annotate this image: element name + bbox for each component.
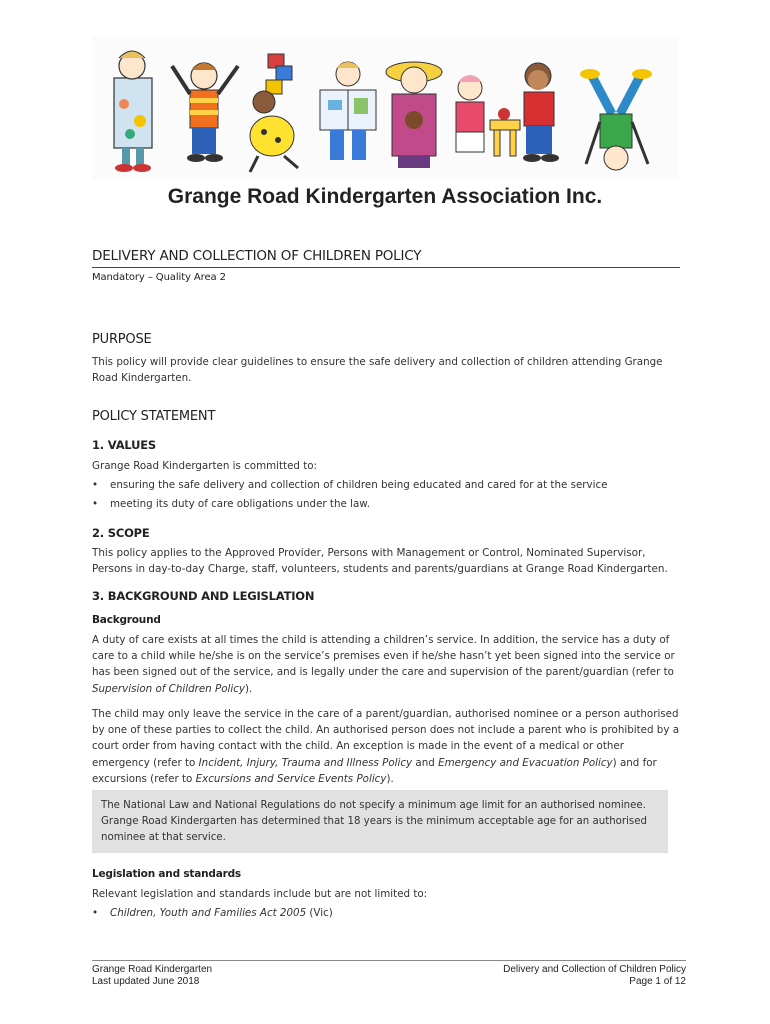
child-hat-figure xyxy=(386,62,442,168)
values-bullet-text: ensuring the safe delivery and collection of children being educated and cared for at the service xyxy=(110,479,608,491)
background-p2-mid: ) and for excursions (refer to xyxy=(92,756,657,785)
child-blocks-figure xyxy=(250,54,298,172)
policy-statement-heading: POLICY STATEMENT xyxy=(92,409,216,424)
act-title: Children, Youth and Families Act 2005 xyxy=(110,907,307,919)
scope-text: This policy applies to the Approved Provider, Persons with Management or Control, Nominated Supervisor, Persons in day-to-day Charge, staff, volunteers, students and parents/guardians at Grange Road Kindergarten. xyxy=(92,547,668,576)
child-arms-up-figure xyxy=(172,63,238,162)
purpose-heading: PURPOSE xyxy=(92,332,152,347)
note-line-1: The National Law and National Regulations do not specify a minimum age limit for an authorised nominee. xyxy=(101,800,646,811)
background-p2-and: and xyxy=(415,756,435,769)
footer-last-updated: Last updated June 2018 xyxy=(92,976,200,987)
background-paragraph-2 xyxy=(92,706,682,787)
supervision-policy-reference: Supervision of Children Policy xyxy=(92,682,245,695)
values-heading: 1. VALUES xyxy=(92,438,156,452)
background-p2-end: ). xyxy=(386,772,394,785)
bullet-dot: • xyxy=(92,907,99,919)
child-cooking-figure xyxy=(456,75,520,156)
legislation-heading: Legislation and standards xyxy=(92,868,241,880)
authorised-nominee-note-box xyxy=(92,790,668,853)
background-legislation-heading: 3. BACKGROUND AND LEGISLATION xyxy=(92,589,315,603)
legislation-intro: Relevant legislation and standards include but are not limited to: xyxy=(92,888,428,900)
emergency-policy-reference: Emergency and Evacuation Policy xyxy=(438,756,613,769)
child-curly-figure xyxy=(523,63,559,162)
background-p1-text: A duty of care exists at all times the child is attending a children’s service. In addition, the service has a duty of care to a child while he/she is on the service’s premises even if he/she hasn’t yet been signed into the service or has been signed out of the service, and is legally under the care and supervision of the parent/guardian (refer to xyxy=(92,634,675,679)
background-p1-end: ). xyxy=(244,682,253,695)
note-line-2: Grange Road Kindergarten has determined that 18 years is the minimum acceptable age for an authorised nominee at that service. xyxy=(101,816,647,844)
organisation-title: Grange Road Kindergarten Association Inc. xyxy=(167,185,603,208)
incident-policy-reference: Incident, Injury, Trauma and Illness Policy xyxy=(198,756,413,769)
footer-page-number: Page 1 of 12 xyxy=(629,976,686,987)
background-p2-text: The child may only leave the service in the care of a parent/guardian, authorised nominee or a person authorised by one of these parties to collect the child. An authorised person does not include a parent who is prohibited by a court order from having contact with the child. An exception is made in the event of a medical or other emergency (refer to xyxy=(92,708,680,769)
footer-right xyxy=(503,964,686,988)
footer-divider xyxy=(92,960,686,961)
footer-left xyxy=(92,964,212,988)
values-bullet-text: meeting its duty of care obligations under the law. xyxy=(110,498,371,510)
bullet-dot: • xyxy=(92,479,99,491)
footer-organisation: Grange Road Kindergarten xyxy=(92,964,213,975)
child-reading-figure xyxy=(320,62,376,160)
purpose-text: This policy will provide clear guidelines to ensure the safe delivery and collection of children attending Grange Road Kindergarten. xyxy=(92,356,663,385)
background-subheading: Background xyxy=(92,614,161,626)
mandatory-quality-area: Mandatory – Quality Area 2 xyxy=(92,272,226,283)
excursions-policy-reference: Excursions and Service Events Policy xyxy=(195,772,387,785)
values-intro: Grange Road Kindergarten is committed to: xyxy=(92,460,318,472)
legislation-bullet-text xyxy=(110,907,333,919)
scope-heading: 2. SCOPE xyxy=(92,526,150,540)
footer-policy-name: Delivery and Collection of Children Policy xyxy=(503,964,686,975)
child-handstand-figure xyxy=(580,69,652,170)
act-jurisdiction: (Vic) xyxy=(309,907,333,919)
child-painting-figure xyxy=(114,51,152,172)
children-banner-illustration xyxy=(92,36,678,179)
policy-title: DELIVERY AND COLLECTION OF CHILDREN POLICY xyxy=(92,248,680,268)
background-paragraph-1 xyxy=(92,632,682,697)
bullet-dot: • xyxy=(92,498,99,510)
